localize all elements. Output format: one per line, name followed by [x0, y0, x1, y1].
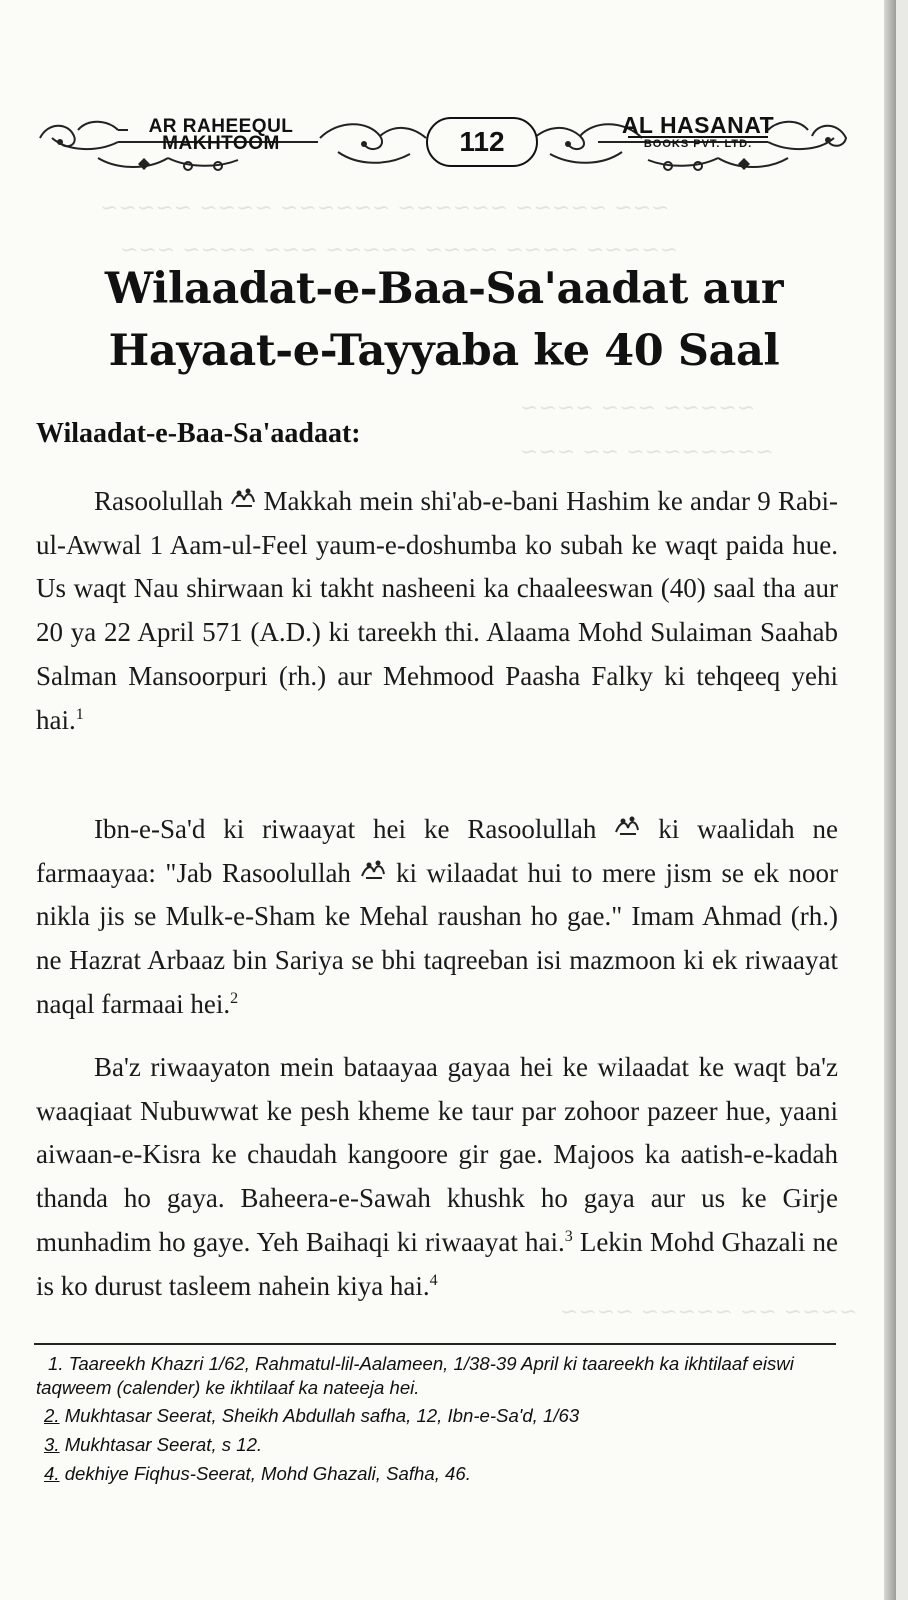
footnote-4 — [36, 1462, 836, 1486]
bleed-through: ~~~~~ ~~~~ ~~~~ ~~~~~ ~~~ ~~~~ ~~~ — [120, 238, 679, 263]
header-book-title-line1: AR RAHEEQUL — [148, 116, 294, 137]
paragraph-text: Ibn-e-Sa'd ki riwaayat hei ke Rasoolullah — [94, 814, 597, 844]
header-book-title-line2: MAKHTOOM — [162, 133, 280, 154]
footnote-text: Mukhtasar Seerat, s 12. — [64, 1434, 263, 1455]
chapter-title — [30, 258, 858, 382]
footnote-text: Mukhtasar Seerat, Sheikh Abdullah safha, 12, Ibn-e-Sa'd, 1/63 — [64, 1405, 580, 1426]
header-book-title — [126, 118, 316, 152]
paragraph-1 — [36, 480, 838, 742]
footnote-ref-3: 3 — [564, 1227, 573, 1245]
footnote-ref-4: 4 — [429, 1271, 438, 1289]
footnote-3 — [36, 1433, 836, 1457]
bleed-through: ~~~~ ~~ ~~~~~ ~~~~ — [560, 1300, 858, 1325]
page-header — [38, 108, 848, 188]
footnote-ref-1: 1 — [75, 705, 84, 723]
paragraph-text: Lekin Mohd Ghazali ne is ko durust tasleem nahein kiya hai. — [36, 1226, 838, 1301]
page-edge-shadow — [884, 0, 896, 1600]
section-heading: Wilaadat-e-Baa-Sa'aadaat: — [36, 418, 361, 449]
header-publisher — [598, 114, 798, 150]
footnotes — [36, 1352, 836, 1491]
footnote-text: Taareekh Khazri 1/62, Rahmatul-lil-Aalameen, 1/38-39 April ki taareekh ka ikhtilaaf eiswi taqweem (calender) ke ikhtilaaf ka nateeja hei. — [36, 1353, 794, 1398]
pbuh-salutation-icon — [614, 816, 640, 836]
footnote-divider — [34, 1343, 836, 1345]
footnote-number: 1. — [48, 1353, 64, 1374]
bleed-through: ~~~~~ ~~~ ~~~~ — [520, 396, 756, 421]
paragraph-text: Ba'z riwaayaton mein bataayaa gayaa hei ke wilaadat ke waqt ba'z waaqiaat Nubuwwat ke pesh kheme ke taur par zohoor pazeer hue, yaani aiwaan-e-Kisra ke chaudah kangoore gir gae. Majoos ka aatish-e-kadah thanda ho gaya. Baheera-e-Sawah khushk ho gaya aur us ke Girje munhadim ho gaye. Yeh Baihaqi ki riwaayat hai. — [36, 1052, 838, 1257]
bleed-through: ~~~ ~~~~~ ~~~~~~ ~~~~~~ ~~~~ ~~~~~ — [100, 196, 670, 221]
footnote-number: 4. — [44, 1463, 60, 1484]
paragraph-3 — [36, 1046, 838, 1308]
footnote-2 — [36, 1404, 836, 1428]
bleed-through: ~~~~~~~~ ~~ ~~~ — [520, 440, 774, 465]
chapter-title-line1: Wilaadat-e-Baa-Sa'aadat aur — [104, 264, 784, 314]
footnote-number: 2. — [44, 1405, 60, 1426]
footnote-text: dekhiye Fiqhus-Seerat, Mohd Ghazali, Safha, 46. — [64, 1463, 471, 1484]
footnote-ref-2: 2 — [230, 989, 239, 1007]
paragraph-text: ki waalidah ne farmaayaa: "Jab Rasoolullah — [36, 814, 839, 888]
footnote-1 — [36, 1352, 836, 1400]
header-publisher-sub: BOOKS PVT. LTD. — [628, 136, 768, 150]
pbuh-salutation-icon — [360, 860, 386, 880]
paragraph-text: Makkah mein shi'ab-e-bani Hashim ke andar 9 Rabi-ul-Awwal 1 Aam-ul-Feel yaum-e-doshumba ko subah ke waqt paida hue. Us waqt Nau shirwaan ki takht nasheeni ka chaaleeswan (40) saal tha aur 20 ya 22 April 571 (A.D.) ki tareekh thi. Alaama Mohd Sulaiman Saahab Salman Mansoorpuri (rh.) aur Mehmood Paasha Falky ki tehqeeq yehi hai. — [36, 486, 839, 735]
pbuh-salutation-icon — [230, 488, 256, 508]
paragraph-text: Rasoolullah — [94, 486, 223, 516]
footnote-number: 3. — [44, 1434, 60, 1455]
header-publisher-name: AL HASANAT — [621, 112, 775, 138]
paragraph-2 — [36, 808, 838, 1027]
page-number: 112 — [426, 117, 538, 167]
chapter-title-line2: Hayaat-e-Tayyaba ke 40 Saal — [108, 326, 780, 376]
paragraph-text: ki wilaadat hui to mere jism se ek noor nikla jis se Mulk-e-Sham ke Mehal raushan ho gae." Imam Ahmad (rh.) ne Hazrat Arbaaz bin Sariya se bhi taqreeban isi mazmoon ki ek riwaayat naqal farmaai hei. — [36, 857, 838, 1019]
